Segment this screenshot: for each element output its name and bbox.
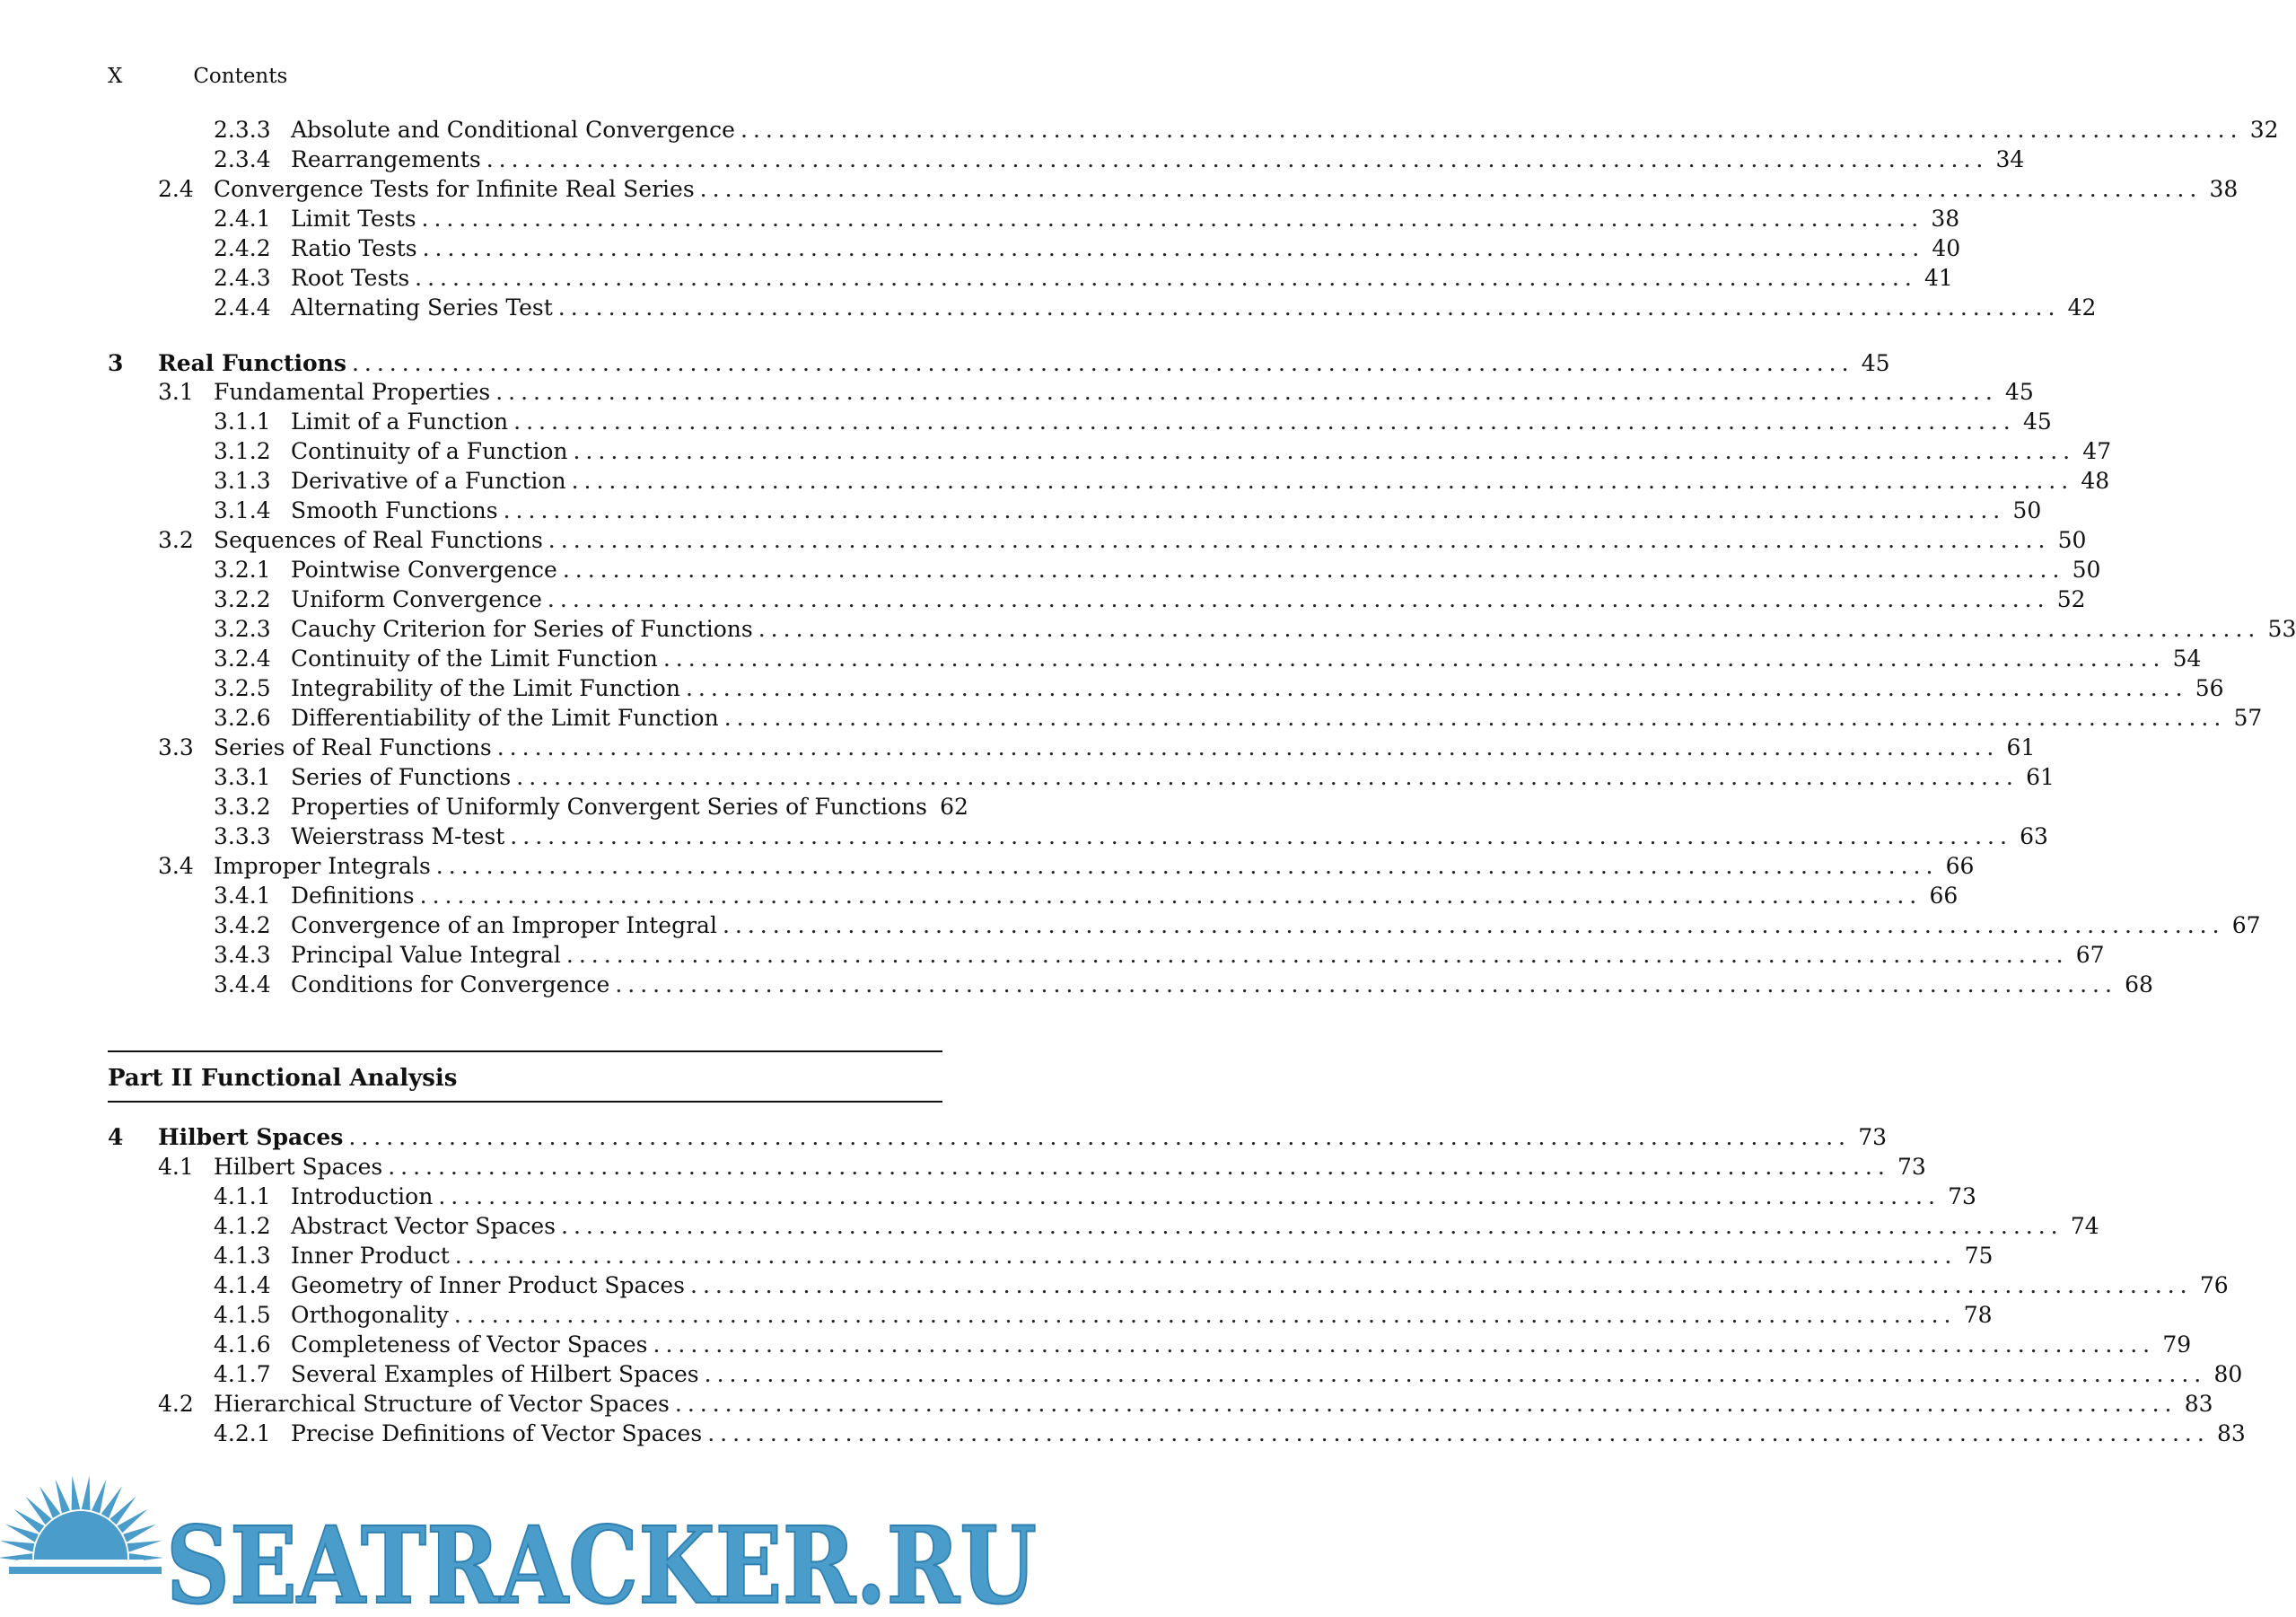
toc-entry-title: Principal Value Integral bbox=[291, 942, 561, 968]
toc-entry-title: Geometry of Inner Product Spaces bbox=[291, 1272, 685, 1298]
leader-dots: ........................................................................................................................ bbox=[388, 1154, 1890, 1180]
sun-ray bbox=[0, 1541, 34, 1552]
part-top-rule bbox=[108, 1050, 942, 1052]
leader-dots: ........................................................................................................................ bbox=[421, 206, 1924, 232]
toc-entry-title: Precise Definitions of Vector Spaces bbox=[291, 1420, 703, 1446]
toc-entry-number: 4.1.5 bbox=[214, 1302, 271, 1328]
leader-dots: ........................................................................................................................ bbox=[685, 675, 2188, 701]
leader-dots: ........................................................................................................................ bbox=[422, 235, 1925, 261]
toc-entry-number: 3.2.5 bbox=[214, 675, 271, 701]
toc-entry-page: 76 bbox=[2199, 1272, 2229, 1298]
toc-entry-number: 3.1.2 bbox=[214, 438, 271, 464]
toc-entry-number: 2.4.1 bbox=[214, 206, 271, 232]
toc-entry[interactable] bbox=[108, 1361, 2243, 1392]
toc-entry-number: 2.3.3 bbox=[214, 117, 271, 143]
toc-entry[interactable] bbox=[108, 497, 2042, 528]
toc-entry-page: 50 bbox=[2057, 527, 2087, 553]
leader-dots: ........................................................................................................................ bbox=[565, 942, 2069, 968]
toc-entry-number: 2.4 bbox=[158, 176, 194, 202]
toc-entry-number: 3.3 bbox=[158, 734, 194, 760]
toc-entry-title: Limit Tests bbox=[291, 206, 416, 232]
leader-dots: ........................................................................................................................ bbox=[707, 1420, 2210, 1446]
toc-entry-title: Conditions for Convergence bbox=[291, 971, 610, 997]
toc-entry-title: Introduction bbox=[291, 1183, 434, 1209]
toc-entry-page: 47 bbox=[2082, 438, 2112, 464]
toc-entry-number: 3.3.1 bbox=[214, 764, 271, 790]
toc-entry-page: 74 bbox=[2070, 1213, 2099, 1239]
toc-entry-page: 42 bbox=[2067, 294, 2097, 321]
toc-entry[interactable] bbox=[108, 794, 968, 824]
leader-dots: ........................................................................................................................ bbox=[662, 646, 2166, 672]
toc-entry-page: 50 bbox=[2072, 557, 2101, 583]
toc-entry-page: 38 bbox=[1931, 206, 1960, 232]
toc-entry-title: Series of Functions bbox=[291, 764, 512, 790]
toc-entry-number: 3.4.1 bbox=[214, 883, 271, 909]
toc-entry[interactable] bbox=[108, 912, 2261, 943]
toc-entry[interactable] bbox=[108, 1213, 2099, 1244]
part-title: Part II Functional Analysis bbox=[108, 1065, 458, 1092]
toc-entry-number: 3.3.2 bbox=[214, 794, 271, 820]
toc-entry-page: 66 bbox=[1929, 883, 1959, 909]
toc-entry-page: 79 bbox=[2162, 1331, 2192, 1358]
toc-entry[interactable] bbox=[108, 1154, 1926, 1184]
toc-entry-number: 3.2.3 bbox=[214, 616, 271, 642]
toc-entry-title: Several Examples of Hilbert Spaces bbox=[291, 1361, 699, 1387]
toc-entry-title: Differentiability of the Limit Function bbox=[291, 705, 719, 731]
toc-entry-number: 4.2.1 bbox=[214, 1420, 271, 1446]
leader-dots: ........................................................................................................................ bbox=[740, 117, 2243, 143]
toc-entry-page: 83 bbox=[2184, 1391, 2213, 1417]
toc-entry-page: 34 bbox=[1995, 146, 2025, 172]
toc-entry-number: 3.4.3 bbox=[214, 942, 271, 968]
leader-dots: ........................................................................................................................ bbox=[557, 294, 2061, 321]
leader-dots: ........................................................................................................................ bbox=[653, 1331, 2156, 1358]
toc-entry[interactable] bbox=[108, 823, 2048, 854]
toc-entry[interactable] bbox=[108, 1302, 1993, 1332]
toc-entry-page: 53 bbox=[2267, 616, 2296, 642]
toc-entry-number: 4.1.7 bbox=[214, 1361, 271, 1387]
leader-dots: ........................................................................................................................ bbox=[562, 557, 2065, 583]
leader-dots: ........................................................................................................................ bbox=[435, 853, 1939, 879]
leader-dots: ........................................................................................................................ bbox=[723, 705, 2227, 731]
leader-dots: ........................................................................................................................ bbox=[547, 586, 2050, 612]
sun-ray bbox=[92, 1480, 106, 1514]
toc-entry-title: Cauchy Criterion for Series of Functions bbox=[291, 616, 753, 642]
toc-entry-page: 45 bbox=[1861, 350, 1890, 376]
toc-entry-title: Pointwise Convergence bbox=[291, 557, 557, 583]
toc-entry-number: 4.2 bbox=[158, 1391, 194, 1417]
toc-entry-page: 75 bbox=[1964, 1243, 1994, 1269]
toc-entry-title: Rearrangements bbox=[291, 146, 481, 172]
toc-entry-number: 2.3.4 bbox=[214, 146, 271, 172]
toc-entry-title: Definitions bbox=[291, 883, 415, 909]
leader-dots: ........................................................................................................................ bbox=[571, 468, 2074, 494]
toc-entry[interactable] bbox=[108, 1331, 2192, 1362]
toc-entry-title: Series of Real Functions bbox=[214, 734, 492, 760]
toc-entry-title: Continuity of a Function bbox=[291, 438, 568, 464]
toc-entry-title: Real Functions bbox=[158, 350, 346, 376]
toc-entry-number: 3.2.6 bbox=[214, 705, 271, 731]
toc-entry-page: 41 bbox=[1924, 265, 1953, 291]
toc-entry-number: 3.4 bbox=[158, 853, 194, 879]
toc-entry-title: Root Tests bbox=[291, 265, 410, 291]
watermark-text: SEATRACKER.RU bbox=[166, 1503, 1037, 1617]
toc-entry[interactable] bbox=[108, 235, 1961, 266]
toc-entry-title: Uniform Convergence bbox=[291, 586, 542, 612]
sun-ray bbox=[72, 1476, 81, 1511]
toc-entry-page: 63 bbox=[2020, 823, 2048, 849]
toc-entry[interactable] bbox=[108, 1272, 2229, 1303]
toc-entry-number: 2.4.3 bbox=[214, 265, 271, 291]
toc-entry-number: 3.1.1 bbox=[214, 409, 271, 435]
leader-dots: ........................................................................................................................ bbox=[615, 971, 2117, 997]
toc-entry[interactable] bbox=[108, 675, 2224, 706]
leader-dots: ........................................................................................................................ bbox=[722, 912, 2225, 938]
toc-entry-number: 2.4.2 bbox=[214, 235, 271, 261]
toc-entry-title: Derivative of a Function bbox=[291, 468, 566, 494]
toc-entry-page: 78 bbox=[1963, 1302, 1993, 1328]
leader-dots: ........................................................................................................................ bbox=[351, 350, 1854, 376]
sun-ray bbox=[56, 1480, 70, 1514]
toc-entry[interactable] bbox=[108, 176, 2239, 207]
toc-entry-page: 73 bbox=[1858, 1124, 1887, 1150]
toc-entry-title: Inner Product bbox=[291, 1243, 450, 1269]
leader-dots: ........................................................................................................................ bbox=[548, 527, 2051, 553]
toc-entry[interactable] bbox=[108, 146, 2025, 177]
toc-entry-page: 66 bbox=[1945, 853, 1975, 879]
toc-entry-page: 38 bbox=[2209, 176, 2239, 202]
sun-logo-icon bbox=[0, 1476, 163, 1617]
toc-entry-title: Improper Integrals bbox=[214, 853, 431, 879]
toc-entry[interactable] bbox=[108, 705, 2263, 735]
toc-entry-page: 45 bbox=[2005, 379, 2034, 405]
toc-entry-title: Smooth Functions bbox=[291, 497, 498, 523]
toc-entry[interactable] bbox=[108, 1124, 1887, 1155]
page-number: X bbox=[108, 65, 123, 88]
toc-entry-page: 62 bbox=[940, 794, 968, 820]
leader-dots: ........................................................................................................................ bbox=[348, 1124, 1851, 1150]
toc-entry[interactable] bbox=[108, 1391, 2213, 1421]
toc-entry-page: 67 bbox=[2075, 942, 2105, 968]
toc-entry-number: 3.1.4 bbox=[214, 497, 271, 523]
toc-entry[interactable] bbox=[108, 764, 2055, 795]
toc-entry-title: Hilbert Spaces bbox=[214, 1154, 383, 1180]
toc-entry-number: 3.2.2 bbox=[214, 586, 271, 612]
toc-entry-page: 56 bbox=[2195, 675, 2224, 701]
toc-entry-page: 40 bbox=[1932, 235, 1961, 261]
toc-entry-number: 4.1.1 bbox=[214, 1183, 271, 1209]
toc-entry[interactable] bbox=[108, 1243, 1994, 1273]
toc-entry-page: 68 bbox=[2125, 971, 2153, 997]
leader-dots: ........................................................................................................................ bbox=[513, 409, 2016, 435]
toc-entry-title: Abstract Vector Spaces bbox=[291, 1213, 556, 1239]
toc-entry-number: 3.2.1 bbox=[214, 557, 271, 583]
toc-entry-page: 57 bbox=[2233, 705, 2263, 731]
toc-entry-number: 3.3.3 bbox=[214, 823, 271, 849]
toc-entry-title: Convergence of an Improper Integral bbox=[291, 912, 717, 938]
part-bottom-rule bbox=[108, 1101, 942, 1103]
toc-entry-title: Ratio Tests bbox=[291, 235, 417, 261]
toc-entry[interactable] bbox=[108, 438, 2112, 469]
toc-entry-title: Weierstrass M-test bbox=[291, 823, 505, 849]
toc-entry[interactable] bbox=[108, 646, 2202, 676]
toc-entry-number: 3.4.4 bbox=[214, 971, 271, 997]
toc-entry-title: Alternating Series Test bbox=[291, 294, 553, 321]
toc-entry-page: 52 bbox=[2056, 586, 2086, 612]
toc-entry[interactable] bbox=[108, 616, 2296, 646]
toc-entry-number: 3 bbox=[108, 350, 124, 376]
leader-dots: ........................................................................................................................ bbox=[516, 764, 2019, 790]
toc-entry[interactable] bbox=[108, 379, 2034, 409]
toc-entry-page: 50 bbox=[2012, 497, 2042, 523]
leader-dots: ........................................................................................................................ bbox=[438, 1183, 1941, 1209]
toc-entry[interactable] bbox=[108, 971, 2153, 1002]
leader-dots: ........................................................................................................................ bbox=[415, 265, 1917, 291]
toc-entry-title: Hierarchical Structure of Vector Spaces bbox=[214, 1391, 670, 1417]
leader-dots: ........................................................................................................................ bbox=[495, 379, 1998, 405]
toc-entry-title: Integrability of the Limit Function bbox=[291, 675, 680, 701]
toc-entry[interactable] bbox=[108, 206, 1960, 236]
leader-dots: ........................................................................................................................ bbox=[510, 823, 2012, 849]
watermark bbox=[0, 1459, 1051, 1617]
toc-entry-number: 3.1 bbox=[158, 379, 194, 405]
toc-entry[interactable] bbox=[108, 1420, 2246, 1451]
toc-entry-number: 4.1.6 bbox=[214, 1331, 271, 1358]
toc-entry-number: 4 bbox=[108, 1124, 124, 1150]
toc-entry-title: Completeness of Vector Spaces bbox=[291, 1331, 648, 1358]
toc-entry[interactable] bbox=[108, 586, 2086, 617]
toc-entry[interactable] bbox=[108, 1183, 1976, 1214]
leader-dots: ........................................................................................................................ bbox=[561, 1213, 2064, 1239]
toc-entry-page: 67 bbox=[2231, 912, 2261, 938]
leader-dots: ........................................................................................................................ bbox=[573, 438, 2076, 464]
sun-ray bbox=[82, 1476, 91, 1511]
leader-dots: ........................................................................................................................ bbox=[454, 1243, 1958, 1269]
toc-entry-page: 61 bbox=[2006, 734, 2036, 760]
toc-entry-number: 3.2 bbox=[158, 527, 194, 553]
leader-dots: ........................................................................................................................ bbox=[496, 734, 2000, 760]
toc-entry-page: 54 bbox=[2172, 646, 2202, 672]
toc-entry-page: 32 bbox=[2249, 117, 2279, 143]
toc-entry[interactable] bbox=[108, 468, 2110, 498]
toc-entry[interactable] bbox=[108, 557, 2101, 587]
toc-entry-number: 3.4.2 bbox=[214, 912, 271, 938]
leader-dots: ........................................................................................................................ bbox=[674, 1391, 2178, 1417]
leader-dots: ........................................................................................................................ bbox=[690, 1272, 2193, 1298]
toc-entry-number: 4.1 bbox=[158, 1154, 194, 1180]
leader-dots: ........................................................................................................................ bbox=[453, 1302, 1957, 1328]
toc-entry[interactable] bbox=[108, 350, 1890, 381]
toc-entry-page: 73 bbox=[1897, 1154, 1926, 1180]
running-head-title: Contents bbox=[193, 65, 288, 88]
toc-entry[interactable] bbox=[108, 942, 2105, 972]
toc-entry-page: 61 bbox=[2026, 764, 2055, 790]
leader-dots: ........................................................................................................................ bbox=[419, 883, 1923, 909]
toc-entry[interactable] bbox=[108, 853, 1975, 883]
toc-entry-title: Orthogonality bbox=[291, 1302, 449, 1328]
toc-entry-title: Fundamental Properties bbox=[214, 379, 491, 405]
toc-entry-title: Hilbert Spaces bbox=[158, 1124, 344, 1150]
toc-entry-title: Limit of a Function bbox=[291, 409, 509, 435]
toc-entry-number: 4.1.3 bbox=[214, 1243, 271, 1269]
toc-entry-page: 45 bbox=[2022, 409, 2052, 435]
toc-entry-page: 83 bbox=[2217, 1420, 2246, 1446]
leader-dots: ........................................................................................................................ bbox=[758, 616, 2261, 642]
toc-entry-title: Convergence Tests for Infinite Real Series bbox=[214, 176, 695, 202]
toc-entry-title: Absolute and Conditional Convergence bbox=[291, 117, 735, 143]
leader-dots: ........................................................................................................................ bbox=[699, 176, 2203, 202]
toc-entry-title: Sequences of Real Functions bbox=[214, 527, 543, 553]
leader-dots: ........................................................................................................................ bbox=[486, 146, 1989, 172]
toc-entry[interactable] bbox=[108, 265, 1953, 295]
toc-entry-number: 3.1.3 bbox=[214, 468, 271, 494]
toc-entry[interactable] bbox=[108, 409, 2052, 439]
toc-entry-number: 2.4.4 bbox=[214, 294, 271, 321]
toc-entry[interactable] bbox=[108, 294, 2097, 325]
toc-entry-page: 48 bbox=[2081, 468, 2110, 494]
toc-entry-number: 3.2.4 bbox=[214, 646, 271, 672]
toc-entry[interactable] bbox=[108, 117, 2279, 147]
toc-entry-number: 4.1.2 bbox=[214, 1213, 271, 1239]
toc-entry-page: 73 bbox=[1948, 1183, 1976, 1209]
toc-entry-number: 4.1.4 bbox=[214, 1272, 271, 1298]
toc-entry-page: 80 bbox=[2213, 1361, 2243, 1387]
sun-ray bbox=[127, 1541, 162, 1552]
toc-entry-title: Continuity of the Limit Function bbox=[291, 646, 658, 672]
toc-entry[interactable] bbox=[108, 734, 2036, 765]
toc-entry-title: Properties of Uniformly Convergent Series of Functions bbox=[291, 794, 927, 820]
leader-dots: ........................................................................................................................ bbox=[704, 1361, 2207, 1387]
toc-entry[interactable] bbox=[108, 527, 2087, 558]
leader-dots: ........................................................................................................................ bbox=[503, 497, 2006, 523]
running-head bbox=[108, 65, 287, 88]
toc-entry[interactable] bbox=[108, 883, 1959, 913]
